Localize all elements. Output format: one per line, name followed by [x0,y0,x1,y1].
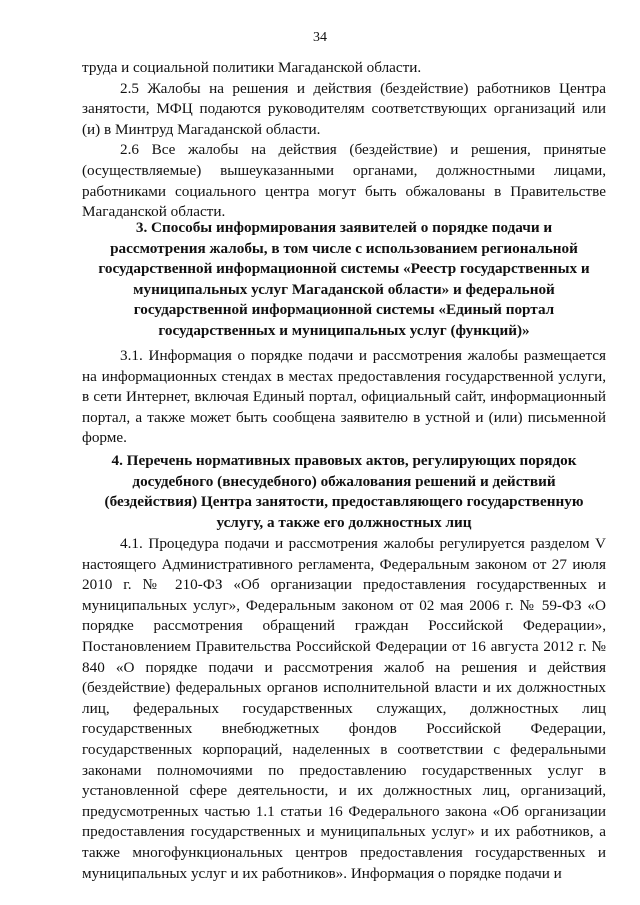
paragraph-3-1: 3.1. Информация о порядке подачи и рассмотрения жалобы размещается на информационных стендах в местах предоставления государственной услуги, в сети Интернет, включая Единый портал, официальный сайт, информационный портал, а также может быть сообщена заявителю в устной и (или) письменной форме. [82,347,606,447]
heading-line: 4. Перечень нормативных правовых актов, регулирующих порядок [111,452,577,469]
heading-line: муниципальных услуг Магаданской области» и федеральной [133,280,555,298]
section-3-heading [82,218,606,342]
section-4-heading [82,451,606,533]
page-number: 34 [313,30,327,45]
heading-line: рассмотрения жалобы, в том числе с использованием региональной [110,239,578,257]
paragraph-4-1: 4.1. Процедура подачи и рассмотрения жалобы регулируется разделом V настоящего Административного регламента, Федеральным законом от 27 июля 2010 г. № 210-ФЗ «Об организации предоставления государственных и муниципальных услуг», Федеральным законом от 02 мая 2006 г. № 59-ФЗ «О порядке рассмотрения обращений граждан Российской Федерации», Постановлением Правительства Российской Федерации от 16 августа 2012 г. № 840 «О порядке подачи и рассмотрения жалоб на решения и действия (бездействие) федеральных органов исполнительной власти и их должностных лиц, федеральных государственных служащих, должностных лиц государственных внебюджетных фондов Российской Федерации, государственных корпораций, наделенных в соответствии с федеральными законами полномочиями по предоставлению государственных услуг в установленной сфере деятельности, и их должностных лиц, организаций, предусмотренных частью 1.1 статьи 16 Федерального закона «Об организации предоставления государственных и муниципальных услуг» и их работников, а также многофункциональных центров предоставления государственных и муниципальных услуг и их работников». Информация о порядке подачи и [82,535,606,882]
continuation-paragraph: труда и социальной политики Магаданской области. [82,59,422,76]
section-4-body [82,534,606,884]
section-3-body [82,346,606,449]
heading-line: услугу, а также его должностных лиц [216,513,472,531]
top-text-block [82,58,606,223]
heading-line: государственной информационной системы «Единый портал [133,301,555,319]
heading-line: 3. Способы информирования заявителей о порядке подачи и [135,219,553,236]
paragraph-2-6: 2.6 Все жалобы на действия (бездействие) и решения, принятые (осуществляемые) вышеуказанными органами, должностными лицами, работниками социального центра могут быть обжалованы в Правительстве Магаданской области. [82,141,606,221]
heading-line: досудебного (внесудебного) обжалования решений и действий [132,472,556,490]
heading-line: государственной информационной системы «Реестр государственных и [98,260,590,278]
heading-line: (бездействия) Центра занятости, предоставляющего государственную [104,493,584,511]
paragraph-2-5: 2.5 Жалобы на решения и действия (бездействие) работников Центра занятости, МФЦ подаются руководителям соответствующих организаций или (и) в Минтруд Магаданской области. [82,79,606,138]
heading-line: государственных и муниципальных услуг (функций)» [158,321,530,339]
